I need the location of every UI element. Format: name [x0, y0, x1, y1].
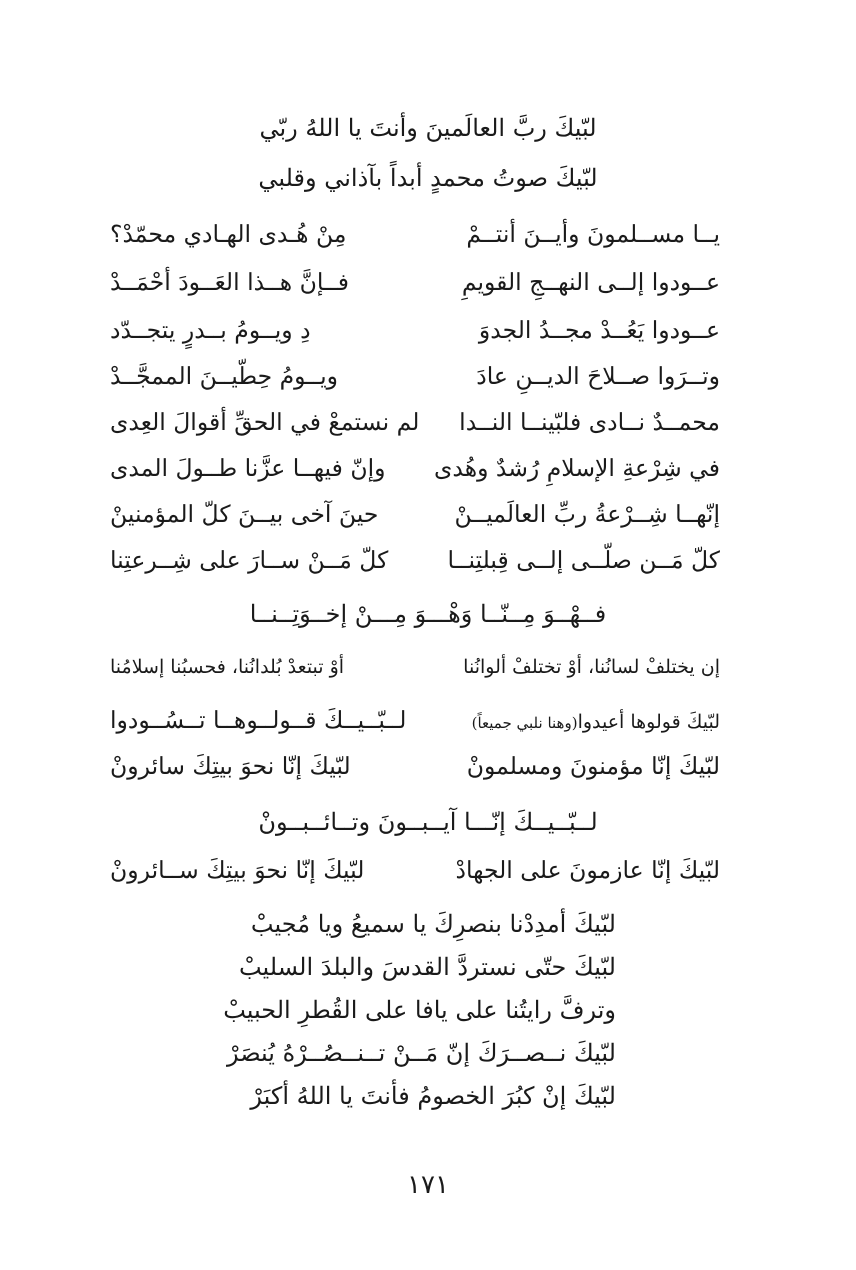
- verse-row: [110, 706, 720, 746]
- verse-row: [110, 856, 720, 896]
- refrain-line: فــهْــوَ مِــنّــا وَهْـــوَ مِـــنْ إخــوَتِــنــا: [249, 600, 607, 628]
- verse-right-hemistich: إنّهــا شِــرْعةُ ربِّ العالَميــنْ: [454, 500, 720, 528]
- verse-right-text: لبّيكَ قولوها أعيدوا: [577, 711, 720, 733]
- verse-left-hemistich: وإنّ فيهــا عزَّنا طــولَ المدى: [110, 454, 386, 482]
- verse-row: [110, 454, 720, 494]
- verse-note: (وهنا نلبي جميعاً): [471, 714, 578, 732]
- intro-line-2: لبّيكَ صوتُ محمدٍ أبداً بآذاني وقلبي: [258, 164, 598, 192]
- verse-row: [110, 546, 720, 586]
- verse-left-hemistich: دِ ويــومُ بــدرٍ يتجــدّد: [110, 316, 311, 344]
- verse-right-hemistich: محمــدٌ نــادى فلبّينــا النــدا: [459, 408, 720, 436]
- verse-left-hemistich: لبّيكَ إنّا نحوَ بيتِكَ سائرونْ: [110, 752, 351, 780]
- verse-right-hemistich: عــودوا إلــى النهــجِ القويمِ: [461, 268, 720, 296]
- verse-row: [110, 408, 720, 448]
- verse-right-hemistich: لبّيكَ إنّا عازمونَ على الجهادْ: [455, 856, 720, 884]
- verse-left-hemistich: كلّ مَــنْ ســارَ على شِــرعتِنا: [110, 546, 389, 574]
- verse-right-hemistich: كلّ مَــن صلّــى إلــى قِبلتِنــا: [447, 546, 720, 574]
- verse-right-hemistich: عــودوا يَعُــدْ مجــدُ الجدوَ: [478, 316, 720, 344]
- closing-line: لبّيكَ حتّى نستردَّ القدسَ والبلدَ السليبْ: [238, 953, 616, 981]
- closing-line: وترفَّ رايتُنا على يافا على القُطرِ الحبيبْ: [223, 996, 616, 1024]
- verse-left-hemistich: أوْ تبتعدْ بُلدانُنا، فحسبُنا إسلامُنا: [110, 656, 345, 678]
- verse-row: [110, 656, 720, 696]
- verse-right-hemistich: [472, 711, 720, 733]
- refrain-line: لــبّــيــكَ إنّـــا آيــبــونَ وتــائــبــونْ: [258, 808, 598, 836]
- verse-right-hemistich: يــا مســلمونَ وأيــنَ أنتــمْ: [466, 220, 720, 248]
- verse-left-hemistich: فــإنَّ هــذا العَــودَ أحْمَــدْ: [110, 268, 350, 296]
- verse-left-hemistich: ويــومُ حِطّيــنَ الممجَّــدْ: [110, 362, 338, 390]
- verse-right-hemistich: لبّيكَ إنّا مؤمنونَ ومسلمونْ: [466, 752, 720, 780]
- verse-row: [110, 752, 720, 792]
- verse-right-hemistich: وتــرَوا صــلاحَ الديــنِ عادَ: [476, 362, 720, 390]
- page-number: ١٧١: [407, 1170, 449, 1200]
- verse-row: [110, 500, 720, 540]
- verse-left-hemistich: حينَ آخى بيــنَ كلّ المؤمنينْ: [110, 500, 379, 528]
- verse-left-hemistich: مِنْ هُـدى الهـادي محمّدْ؟: [110, 220, 347, 248]
- verse-row: [110, 220, 720, 260]
- closing-line: لبّيكَ أمدِدْنا بنصرِكَ يا سميعُ ويا مُجيبْ: [250, 910, 616, 938]
- verse-left-hemistich: لم نستمعْ في الحقِّ أقوالَ العِدى: [110, 408, 420, 436]
- closing-line: لبّيكَ إنْ كبُرَ الخصومُ فأنتَ يا اللهُ أكبَرْ: [250, 1082, 616, 1110]
- verse-right-hemistich: في شِرْعةِ الإسلامِ رُشدٌ وهُدى: [433, 454, 720, 482]
- closing-line: لبّيكَ نــصــرَكَ إنّ مَــنْ تــنــصُــرْهُ يُنصَرْ: [226, 1039, 616, 1067]
- verse-right-hemistich: إن يختلفْ لسانُنا، أوْ تختلفْ ألوانُنا: [463, 656, 720, 678]
- verse-row: [110, 316, 720, 356]
- verse-left-hemistich: لبّيكَ إنّا نحوَ بيتِكَ ســائرونْ: [110, 856, 365, 884]
- verse-row: [110, 268, 720, 308]
- verse-row: [110, 362, 720, 402]
- verse-left-hemistich: لــبّــيــكَ قــولــوهــا تــسُــودوا: [110, 706, 407, 734]
- intro-line-1: لبّيكَ ربَّ العالَمينَ وأنتَ يا اللهُ ربّي: [259, 114, 597, 142]
